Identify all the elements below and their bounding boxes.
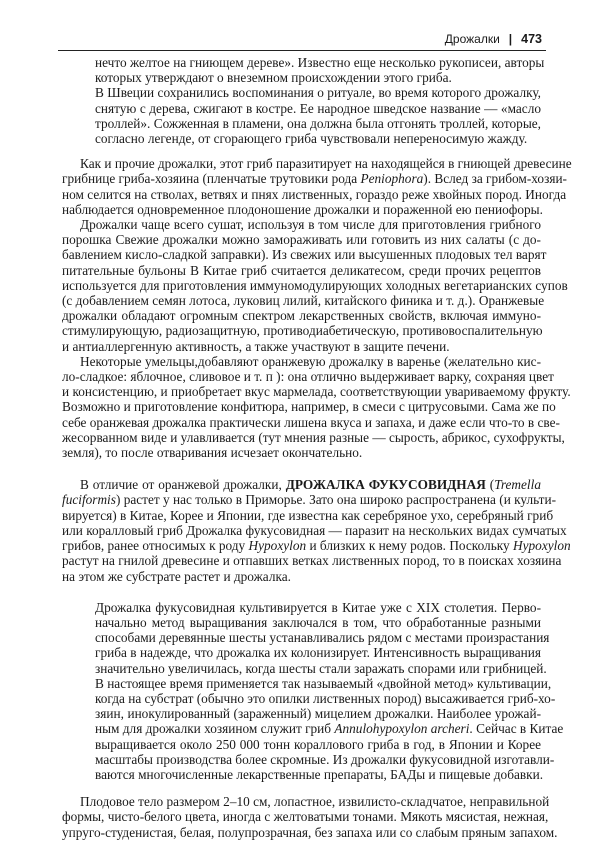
paragraph xyxy=(62,353,571,461)
bold-text: ДРОЖАЛКА ФУКУСОВИДНАЯ xyxy=(285,477,486,493)
text-line: гриба в надежде, что дрожалка их колонизирует. Интенсивность выращивания xyxy=(95,645,541,661)
text-span: и близких к нему родов. Поскольку xyxy=(306,538,514,554)
paragraph xyxy=(62,156,572,217)
text-line: вируется) в Китае, Корее и Японии, где известна как серебряное ухо, серебряный гриб xyxy=(62,507,554,523)
text-line: упруго-студенистая, белая, полупрозрачная, без запаха или со слабым пряным запахом. xyxy=(62,824,558,840)
page-body xyxy=(62,55,572,840)
text-span: В отличие от оранжевой дрожалки, xyxy=(80,477,286,493)
text-line: масштабы производства более скромные. Из дрожалки фукусовидной изготавли- xyxy=(95,751,555,767)
text-span: грибов, ранее относимых к роду xyxy=(62,538,249,554)
text-line: ло-сладкое: яблочное, сливовое и т. п ): она отлично выдерживает варку, сохраняя цвет xyxy=(62,369,554,385)
italic-text: Peniophora xyxy=(360,171,424,187)
text-line: или коралловый гриб Дрожалка фукусовидная — паразит на нескольких видах сумчатых xyxy=(62,522,567,538)
inset-text-block xyxy=(95,599,564,782)
text-line: ном селится на стволах, ветвях и пнях лиственных, гораздо реже хвойных пород. Иногда xyxy=(62,186,567,202)
text-line: зяин, инокулированный (зараженный) мицелием дрожалки. Наиболее урожай- xyxy=(95,706,541,722)
text-line xyxy=(62,171,567,187)
text-line: троллей». Сожженная в пламени, она должна была отгонять троллей, которые, xyxy=(95,115,541,131)
text-line: питательные бульоны В Китае гриб считается деликатесом, среди прочих рецептов xyxy=(62,262,541,278)
text-line: согласно легенде, от сгорающего гриба чувствовали непереносимую жажду. xyxy=(95,131,528,147)
text-line: Некоторые умельцы,добавляют оранжевую дрожалку в варенье (желательно кис- xyxy=(80,353,541,369)
running-header xyxy=(445,32,542,46)
text-line: Как и прочие дрожалки, этот гриб паразитирует на находящейся в гниющей древесине xyxy=(80,156,572,172)
italic-text: fuciformis xyxy=(62,492,116,508)
text-line: наблюдается одновременное плодоношение дрожалки и пораженной ею пениофоры. xyxy=(62,201,543,217)
text-line: используется для приготовления иммуномодулирующих холодных вегетарианских супов xyxy=(62,277,568,293)
text-line xyxy=(62,477,541,492)
text-line: и антиаллергенную активность, а также участвуют в защите печени. xyxy=(62,338,450,354)
text-line: растут на гнилой древесине и отпавших ветках лиственных пород, то в поисках хозяина xyxy=(62,553,562,569)
text-line: способами деревянные шесты устанавливались рядом с местами произрастания xyxy=(95,630,550,646)
text-line xyxy=(62,492,557,508)
text-line: дрожалки обладают огромным спектром лекарственных свойств, включая иммуно- xyxy=(62,308,541,324)
text-line: ваются многочисленные лекарственные препараты, БАДы и пищевые добавки. xyxy=(95,766,544,782)
text-line: и консистенцию, и приобретает вкус мармелада, соответствующии увариваемому фрукту. xyxy=(62,384,571,400)
text-line: нечто желтое на гниющем дереве». Известно еще несколько рукописеи, авторы xyxy=(95,55,545,70)
text-span: ( xyxy=(485,477,495,493)
text-line: значительно увеличилась, когда шесты стали заражать спорами или грибницей. xyxy=(95,660,547,676)
text-line xyxy=(62,538,571,554)
text-line: Дрожалка фукусовидная культивируется в Китае уже с XIX столетия. Перво- xyxy=(95,599,541,615)
italic-text: Hypoxylon xyxy=(513,538,571,554)
text-line: жесорванном виде и улавливается (тут мнения разные — сырость, абрикос, сухофрукты, xyxy=(62,429,565,445)
text-line xyxy=(95,721,564,737)
paragraph xyxy=(62,217,568,354)
text-line: земля), то после отваривания исчезает окончательно. xyxy=(62,445,363,461)
text-line: стимулирующую, радиозащитную, противодиабетическую, противовоспалительную xyxy=(62,323,543,339)
text-line: начально метод выращивания заключался в том, что обработанные разными xyxy=(95,614,541,630)
page-number: 473 xyxy=(521,32,542,46)
paragraph xyxy=(62,477,571,584)
text-line: Дрожалки чаще всего сушат, используя в том числе для приготовления грибного xyxy=(80,217,541,233)
text-line: формы, чисто-белого цвета, иногда с желтоватыми тонами. Мякоть мясистая, нежная, xyxy=(62,809,549,825)
paragraph xyxy=(62,794,558,840)
text-line: себе оранжевая дрожалка практически лишена вкуса и запаха, и даже если что-то в све- xyxy=(62,414,560,430)
text-line: В Швеции сохранились воспоминания о ритуале, во время которого дрожалку, xyxy=(95,85,541,101)
text-line: Плодовое тело размером 2–10 см, лопастное, извилисто-складчатое, неправильной xyxy=(80,794,550,810)
text-span: ) растет у нас только в Приморье. Зато она широко распространена (и культи- xyxy=(115,492,557,508)
text-line: Возможно и приготовление конфитюра, например, в смеси с цитрусовыми. Сама же по xyxy=(62,399,556,415)
inset-text-block xyxy=(95,55,545,86)
text-line: когда на субстрат (обычно это опилки лиственных пород) высаживается гриб-хо- xyxy=(95,690,556,706)
text-line: бавлением кисло-сладкой заправки). Из свежих или высушенных плодовых тел варят xyxy=(62,247,547,263)
italic-text: Tremella xyxy=(494,477,541,493)
inset-text-block xyxy=(95,85,541,146)
text-span: ным для дрожалки хозяином служит гриб xyxy=(95,721,335,737)
text-span: ). Вслед за грибом-хозяи- xyxy=(423,171,567,187)
text-line: В настоящее время применяется так называемый «двойной метод» культивации, xyxy=(95,675,552,691)
text-line: (с добавлением семян лотоса, луковиц лилий, китайского финика и т. д.). Оранжевые xyxy=(62,293,545,309)
text-line: порошка Свежие дрожалки можно замораживать или готовить из них салаты (с до- xyxy=(62,232,541,248)
header-separator: | xyxy=(508,32,513,46)
text-line: снятую с дерева, сжигают в костре. Ее народное шведское название — «масло xyxy=(95,100,541,116)
italic-text: Hypoxylon xyxy=(248,538,307,554)
text-line: на этом же субстрате растет и дрожалка. xyxy=(62,568,291,584)
header-rule xyxy=(58,50,546,51)
text-span: . Сейчас в Китае xyxy=(469,721,564,737)
italic-text: Annulohypoxylon archeri xyxy=(334,721,470,737)
text-line: выращивается около 250 000 тонн кораллового гриба в год, в Японии и Корее xyxy=(95,736,541,752)
text-span: грибнице гриба-хозяина (пленчатые трутовики рода xyxy=(62,171,361,187)
section-title: Дрожалки xyxy=(444,32,500,46)
text-line: которых утверждают о внеземном происхождении этого гриба. xyxy=(95,70,452,86)
